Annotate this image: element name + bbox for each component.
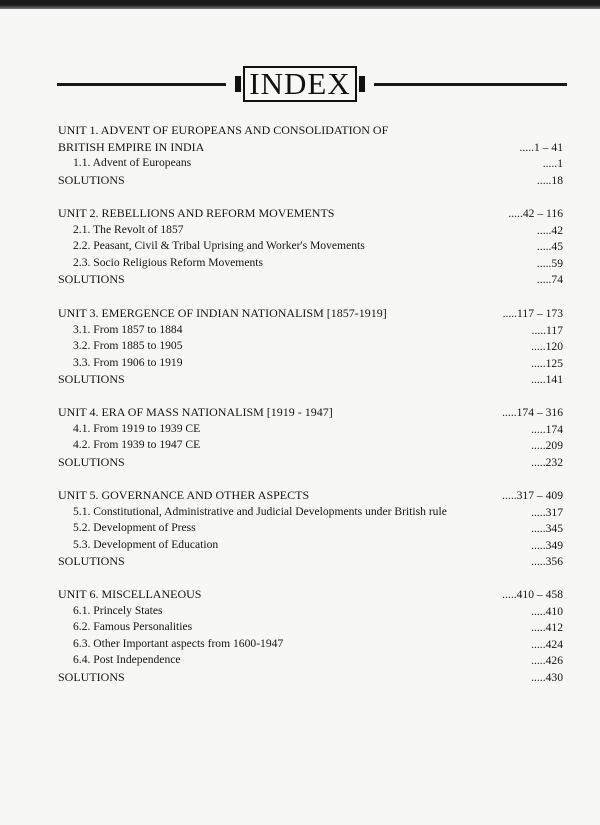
toc-item-label: 3.1. From 1857 to 1884 xyxy=(73,322,183,336)
unit-2-section xyxy=(58,205,563,288)
toc-item xyxy=(58,322,563,339)
unit-heading-row xyxy=(58,122,563,139)
top-edge-shadow xyxy=(0,0,600,9)
toc-item-label: 2.3. Socio Religious Reform Movements xyxy=(73,255,263,269)
unit-heading-row xyxy=(58,305,563,322)
toc-item-page: .....412 xyxy=(531,621,563,634)
toc-item xyxy=(58,255,563,272)
solutions-row xyxy=(58,371,563,388)
unit-4-section xyxy=(58,404,563,470)
unit-heading-row xyxy=(58,487,563,504)
toc-item-page: .....426 xyxy=(531,654,563,667)
toc-item-label: 6.4. Post Independence xyxy=(73,653,181,666)
solutions-row xyxy=(58,669,563,686)
solutions-label: SOLUTIONS xyxy=(58,454,125,469)
toc-item-page: .....59 xyxy=(536,256,563,270)
solutions-label: SOLUTIONS xyxy=(58,272,125,286)
toc-item xyxy=(58,338,563,355)
toc-item xyxy=(58,222,563,239)
toc-item-label: 6.2. Famous Personalities xyxy=(73,620,193,633)
solutions-row xyxy=(58,271,563,288)
unit-5-section xyxy=(58,487,563,570)
toc-item xyxy=(58,155,563,172)
toc-item-label: 5.2. Development of Press xyxy=(73,521,196,534)
solutions-row xyxy=(58,454,563,471)
toc-item xyxy=(58,504,563,521)
toc-item xyxy=(58,355,563,372)
unit-heading: UNIT 2. REBELLIONS AND REFORM MOVEMENTS xyxy=(58,206,335,220)
toc-item xyxy=(58,652,563,669)
toc-item-page: .....317 xyxy=(531,505,563,519)
unit-page-range: .....117 – 173 xyxy=(502,307,563,320)
unit-heading-row xyxy=(58,205,563,222)
toc-item-page: .....349 xyxy=(531,538,563,552)
unit-page-range: .....174 – 316 xyxy=(502,406,563,419)
toc-item-page: .....209 xyxy=(531,439,563,452)
toc-item-page: .....125 xyxy=(531,356,563,370)
page-title: INDEX xyxy=(249,66,351,101)
unit-page-range: .....42 – 116 xyxy=(508,207,563,220)
toc-item-label: 5.3. Development of Education xyxy=(73,537,219,551)
unit-heading: UNIT 6. MISCELLANEOUS xyxy=(58,587,202,601)
toc-item-label: 6.1. Princely States xyxy=(73,603,163,617)
toc-item-label: 1.1. Advent of Europeans xyxy=(73,156,192,169)
unit-heading: UNIT 4. ERA OF MASS NATIONALISM [1919 - 1947] xyxy=(58,405,333,419)
toc-item xyxy=(58,619,563,636)
unit-page-range: .....1 – 41 xyxy=(519,140,563,154)
unit-6-section xyxy=(58,586,563,685)
solutions-label: SOLUTIONS xyxy=(58,172,125,187)
toc-item xyxy=(58,603,563,620)
unit-heading-row xyxy=(58,139,563,156)
title-right-ornament xyxy=(359,76,365,92)
unit-page-range: .....410 – 458 xyxy=(502,588,563,601)
toc-item-page: .....1 xyxy=(542,157,563,170)
toc-item xyxy=(58,537,563,554)
toc-item-label: 2.2. Peasant, Civil & Tribal Uprising and Worker's Movements xyxy=(73,239,365,252)
unit-3-section xyxy=(58,305,563,388)
toc-item xyxy=(58,437,563,454)
unit-heading-row xyxy=(58,586,563,603)
toc-item-page: .....45 xyxy=(536,240,563,253)
solutions-page: .....430 xyxy=(531,670,563,684)
toc-item-label: 4.2. From 1939 to 1947 CE xyxy=(73,438,201,451)
toc-item xyxy=(58,520,563,537)
unit-1-section xyxy=(58,122,563,188)
toc-item-label: 3.2. From 1885 to 1905 xyxy=(73,339,183,352)
toc-item-page: .....410 xyxy=(531,604,563,618)
toc-item-page: .....424 xyxy=(531,637,563,651)
solutions-page: .....141 xyxy=(531,373,563,386)
unit-heading: UNIT 1. ADVENT OF EUROPEANS AND CONSOLIDATION OF xyxy=(58,123,389,137)
solutions-page: .....232 xyxy=(531,455,563,469)
solutions-label: SOLUTIONS xyxy=(58,554,125,568)
toc-item-page: .....117 xyxy=(531,323,563,337)
toc-item xyxy=(58,636,563,653)
toc-item-label: 3.3. From 1906 to 1919 xyxy=(73,355,183,369)
unit-heading: UNIT 5. GOVERNANCE AND OTHER ASPECTS xyxy=(58,488,310,502)
solutions-row xyxy=(58,172,563,189)
solutions-page: .....18 xyxy=(536,173,563,187)
unit-page-range: .....317 – 409 xyxy=(502,489,563,502)
title-left-ornament xyxy=(235,76,241,92)
toc-item-label: 2.1. The Revolt of 1857 xyxy=(73,222,184,236)
solutions-page: .....356 xyxy=(531,555,563,568)
toc-item-label: 6.3. Other Important aspects from 1600-1947 xyxy=(73,636,284,650)
index-title-block xyxy=(226,64,374,104)
unit-heading-line2: BRITISH EMPIRE IN INDIA xyxy=(58,139,205,154)
toc-item xyxy=(58,421,563,438)
toc-item xyxy=(58,238,563,255)
title-box xyxy=(243,66,356,102)
toc-item-label: 4.1. From 1919 to 1939 CE xyxy=(73,421,201,435)
solutions-page: .....74 xyxy=(536,273,563,286)
toc-item-page: .....345 xyxy=(531,522,563,535)
solutions-label: SOLUTIONS xyxy=(58,669,125,684)
unit-heading: UNIT 3. EMERGENCE OF INDIAN NATIONALISM [1857-1919] xyxy=(58,306,387,320)
unit-heading-row xyxy=(58,404,563,421)
toc-item-page: .....120 xyxy=(531,340,563,353)
solutions-row xyxy=(58,553,563,570)
toc-item-page: .....42 xyxy=(536,223,563,237)
toc-item-label: 5.1. Constitutional, Administrative and Judicial Developments under British rule xyxy=(73,504,447,518)
solutions-label: SOLUTIONS xyxy=(58,372,125,386)
toc-item-page: .....174 xyxy=(531,422,563,436)
